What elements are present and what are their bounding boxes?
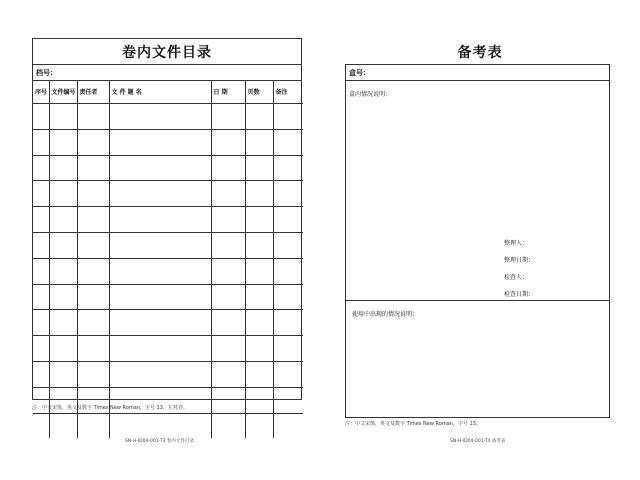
table-cell [109, 258, 211, 284]
table-cell [33, 232, 49, 258]
table-cell [245, 155, 273, 181]
col-header-date: 日 期 [211, 81, 245, 104]
table-cell [273, 181, 303, 207]
table-cell [77, 258, 109, 284]
table-cell [77, 181, 109, 207]
table-cell [109, 336, 211, 362]
table-cell [33, 361, 49, 387]
catalog-form [32, 38, 302, 400]
table-cell [273, 336, 303, 362]
table-cell [109, 310, 211, 336]
table-cell [33, 181, 49, 207]
checker-label: 检查人： [504, 274, 529, 281]
remarks-footer: SN-H-ID04-001-T4 备考表 [450, 439, 506, 444]
table-cell [211, 129, 245, 155]
table-cell [211, 258, 245, 284]
col-header-file-title: 文 件 题 名 [109, 81, 211, 104]
catalog-note: 注：中文宋体，英文及数字 Times New Roman，字号 13，左对齐。 [32, 405, 188, 411]
table-row [33, 310, 303, 336]
table-row [33, 129, 303, 155]
catalog-header-row [33, 81, 303, 104]
table-cell [33, 284, 49, 310]
table-row [33, 104, 303, 130]
table-cell [273, 104, 303, 130]
table-row [33, 181, 303, 207]
table-row [33, 284, 303, 310]
table-cell [49, 104, 77, 130]
table-cell [245, 361, 273, 387]
remarks-title: 备考表 [457, 45, 503, 61]
col-header-file-number: 文件编号 [49, 81, 77, 104]
col-header-serial: 序号 [33, 81, 49, 104]
table-cell [33, 129, 49, 155]
table-cell [49, 361, 77, 387]
col-header-remarks: 备注 [273, 81, 303, 104]
table-cell [77, 129, 109, 155]
catalog-table-body [33, 104, 303, 439]
table-cell [77, 413, 109, 438]
table-cell [49, 284, 77, 310]
table-cell [245, 413, 273, 438]
remarks-note: 注：中文宋体，英文及数字 Times New Roman，字号 13。 [345, 421, 481, 427]
table-cell [77, 207, 109, 233]
table-cell [77, 284, 109, 310]
table-cell [33, 413, 49, 438]
table-cell [33, 155, 49, 181]
table-row [33, 155, 303, 181]
table-cell [49, 310, 77, 336]
table-cell [211, 336, 245, 362]
table-cell [273, 284, 303, 310]
box-number-label: 盒号： [346, 65, 609, 81]
table-cell [211, 155, 245, 181]
table-cell [109, 181, 211, 207]
table-cell [109, 284, 211, 310]
table-cell [211, 181, 245, 207]
table-cell [49, 207, 77, 233]
check-date-label: 检查日期： [504, 291, 535, 298]
table-cell [211, 232, 245, 258]
remarks-page [320, 0, 640, 480]
table-cell [211, 387, 245, 413]
table-cell [245, 258, 273, 284]
table-cell [273, 387, 303, 413]
table-cell [77, 155, 109, 181]
table-cell [49, 232, 77, 258]
usage-label: 使用中出现的情况说明： [352, 311, 419, 318]
table-cell [109, 413, 211, 438]
table-row [33, 258, 303, 284]
table-cell [77, 361, 109, 387]
table-cell [33, 310, 49, 336]
table-cell [49, 336, 77, 362]
table-cell [49, 155, 77, 181]
table-cell [245, 232, 273, 258]
table-cell [77, 104, 109, 130]
table-cell [109, 207, 211, 233]
table-cell [273, 258, 303, 284]
table-cell [49, 181, 77, 207]
table-cell [245, 104, 273, 130]
table-cell [109, 104, 211, 130]
table-cell [49, 129, 77, 155]
col-header-pages: 页数 [245, 81, 273, 104]
organize-date-label: 整理日期： [504, 257, 535, 264]
table-cell [77, 336, 109, 362]
table-row [33, 361, 303, 387]
table-cell [211, 284, 245, 310]
table-cell [109, 129, 211, 155]
table-cell [245, 387, 273, 413]
table-cell [49, 413, 77, 438]
table-cell [211, 310, 245, 336]
table-cell [77, 232, 109, 258]
catalog-title: 卷内文件目录 [33, 39, 301, 65]
table-cell [245, 336, 273, 362]
table-cell [33, 104, 49, 130]
table-cell [273, 310, 303, 336]
table-cell [273, 207, 303, 233]
table-cell [245, 207, 273, 233]
remarks-form [345, 64, 610, 418]
table-cell [211, 104, 245, 130]
box-status-section [346, 81, 609, 301]
table-cell [273, 232, 303, 258]
table-row [33, 413, 303, 438]
organizer-label: 整理人： [504, 240, 529, 247]
table-cell [77, 310, 109, 336]
archive-number-label: 档号： [33, 65, 301, 81]
table-cell [245, 129, 273, 155]
col-header-responsible: 责任者 [77, 81, 109, 104]
catalog-table [33, 81, 303, 438]
box-status-label: 盒内情况说明： [349, 91, 392, 98]
table-cell [109, 361, 211, 387]
table-row [33, 232, 303, 258]
table-cell [211, 413, 245, 438]
table-cell [245, 181, 273, 207]
table-cell [33, 336, 49, 362]
table-cell [49, 258, 77, 284]
table-row [33, 207, 303, 233]
table-cell [211, 361, 245, 387]
table-cell [273, 155, 303, 181]
table-cell [273, 361, 303, 387]
table-cell [245, 310, 273, 336]
table-cell [273, 129, 303, 155]
table-cell [245, 284, 273, 310]
table-cell [109, 155, 211, 181]
table-cell [273, 413, 303, 438]
table-cell [109, 232, 211, 258]
catalog-footer: SN-H-ID04-001-T3 卷内文件目录 [125, 439, 194, 444]
table-cell [33, 258, 49, 284]
table-row [33, 336, 303, 362]
table-cell [33, 207, 49, 233]
table-cell [211, 207, 245, 233]
